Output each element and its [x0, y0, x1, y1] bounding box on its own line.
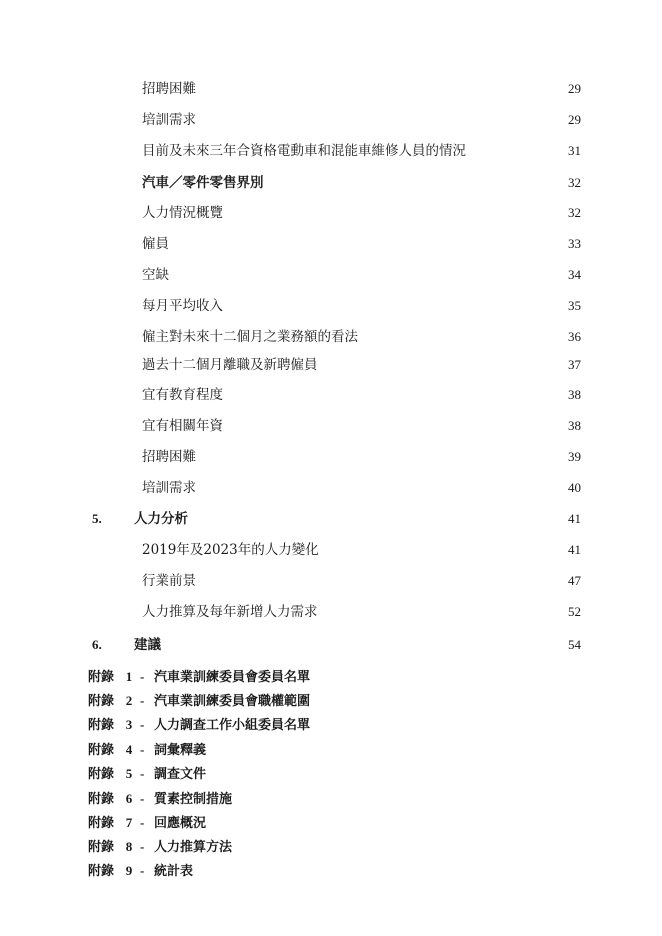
- toc-entry-title: 僱員: [142, 236, 169, 252]
- appendix-dash: -: [140, 839, 145, 854]
- toc-entry: [0, 541, 662, 559]
- appendix-number: 3: [125, 717, 133, 732]
- toc-entry-page: 52: [568, 604, 581, 619]
- appendix-number: 4: [125, 742, 133, 757]
- appendix-item: [88, 814, 206, 832]
- appendix-dash: -: [140, 863, 145, 878]
- toc-entry-title: 僱主對未來十二個月之業務額的看法: [142, 329, 358, 345]
- appendix-number: 5: [125, 766, 133, 781]
- toc-entry: [0, 417, 662, 435]
- toc-section-number: 6.: [92, 637, 102, 652]
- appendix-title: 詞彙釋義: [154, 743, 207, 758]
- appendix-dash: -: [140, 717, 145, 732]
- appendix-dash: -: [140, 669, 145, 684]
- toc-entry: [0, 448, 662, 466]
- toc-entry-page: 34: [568, 267, 581, 282]
- appendix-label: 附錄: [88, 718, 115, 733]
- toc-entry: [0, 142, 662, 160]
- toc-entry: [0, 80, 662, 98]
- toc-entry-page: 35: [568, 298, 581, 313]
- toc-section-title: 建議: [134, 637, 161, 653]
- appendix-label: 附錄: [88, 840, 115, 855]
- toc-entry: [0, 111, 662, 129]
- toc-entry-page: 38: [568, 418, 581, 433]
- toc-entry-page: 38: [568, 387, 581, 402]
- toc-section: [0, 636, 662, 654]
- toc-entry-title: 空缺: [142, 267, 169, 283]
- appendix-title: 汽車業訓練委員會委員名單: [154, 670, 311, 685]
- toc-entry-title: 宜有相關年資: [142, 418, 223, 434]
- toc-entry: [0, 297, 662, 315]
- toc-section-number: 5.: [92, 511, 102, 526]
- toc-entry-page: 47: [568, 573, 581, 588]
- appendix-dash: -: [140, 766, 145, 781]
- appendix-dash: -: [140, 791, 145, 806]
- appendix-item: [88, 741, 206, 759]
- toc-entry: [0, 479, 662, 497]
- toc-entry-page: 39: [568, 449, 581, 464]
- appendix-item: [88, 692, 310, 710]
- toc-subsection: [0, 174, 662, 192]
- toc-entry-title: 培訓需求: [142, 480, 196, 496]
- toc-entry: [0, 356, 662, 374]
- appendix-item: [88, 790, 232, 808]
- appendix-number: 9: [125, 863, 133, 878]
- appendix-dash: -: [140, 693, 145, 708]
- appendix-dash: -: [140, 742, 145, 757]
- toc-entry: [0, 328, 662, 346]
- appendix-title: 人力推算方法: [154, 840, 233, 855]
- toc-entry-page: 40: [568, 480, 581, 495]
- toc-entry-title: 每月平均收入: [142, 298, 223, 314]
- toc-entry-page: 41: [568, 511, 581, 526]
- toc-subsection-title: 汽車／零件零售界別: [142, 175, 264, 191]
- toc-entry-page: 33: [568, 236, 581, 251]
- toc-entry: [0, 603, 662, 621]
- toc-entry-title: 人力推算及每年新增人力需求: [142, 604, 318, 620]
- appendix-label: 附錄: [88, 864, 115, 879]
- appendix-title: 統計表: [154, 864, 194, 879]
- appendix-dash: -: [140, 815, 145, 830]
- toc-entry-title: 2019年及2023年的人力變化: [142, 542, 319, 558]
- appendix-title: 汽車業訓練委員會職權範圍: [154, 694, 311, 709]
- appendix-number: 8: [125, 839, 133, 854]
- appendix-number: 6: [125, 791, 133, 806]
- toc-entry-title: 目前及未來三年合資格電動車和混能車維修人員的情況: [142, 143, 466, 159]
- toc-entry-title: 培訓需求: [142, 112, 196, 128]
- toc-entry-page: 29: [568, 112, 581, 127]
- toc-section: [0, 510, 662, 528]
- toc-entry: [0, 235, 662, 253]
- toc-entry-page: 32: [568, 175, 581, 190]
- toc-entry-page: 41: [568, 542, 581, 557]
- appendix-label: 附錄: [88, 792, 115, 807]
- appendix-label: 附錄: [88, 670, 115, 685]
- appendix-item: [88, 716, 310, 734]
- toc-section-title: 人力分析: [134, 511, 188, 527]
- appendix-title: 質素控制措施: [154, 792, 233, 807]
- toc-entry-page: 37: [568, 357, 581, 372]
- appendix-label: 附錄: [88, 767, 115, 782]
- appendix-title: 人力調查工作小組委員名單: [154, 718, 311, 733]
- toc-entry-page: 36: [568, 329, 581, 344]
- appendix-number: 2: [125, 693, 133, 708]
- appendix-title: 回應概況: [154, 816, 207, 831]
- appendix-item: [88, 668, 310, 686]
- appendix-label: 附錄: [88, 743, 115, 758]
- toc-entry-page: 31: [568, 143, 581, 158]
- toc-entry: [0, 204, 662, 222]
- toc-entry-title: 行業前景: [142, 573, 196, 589]
- toc-entry-title: 人力情況概覽: [142, 205, 223, 221]
- toc-entry: [0, 386, 662, 404]
- appendix-number: 1: [125, 669, 133, 684]
- toc-entry-title: 過去十二個月離職及新聘僱員: [142, 357, 318, 373]
- toc-entry-title: 招聘困難: [142, 81, 196, 97]
- toc-entry: [0, 266, 662, 284]
- toc-entry-page: 29: [568, 81, 581, 96]
- appendix-item: [88, 838, 232, 856]
- appendix-item: [88, 862, 193, 880]
- appendix-number: 7: [125, 815, 133, 830]
- toc-entry-page: 54: [568, 637, 581, 652]
- toc-entry-title: 宜有教育程度: [142, 387, 223, 403]
- toc-entry-page: 32: [568, 205, 581, 220]
- appendix-item: [88, 765, 206, 783]
- appendix-title: 調查文件: [154, 767, 207, 782]
- toc-entry-title: 招聘困難: [142, 449, 196, 465]
- appendix-label: 附錄: [88, 816, 115, 831]
- appendix-label: 附錄: [88, 694, 115, 709]
- toc-entry: [0, 572, 662, 590]
